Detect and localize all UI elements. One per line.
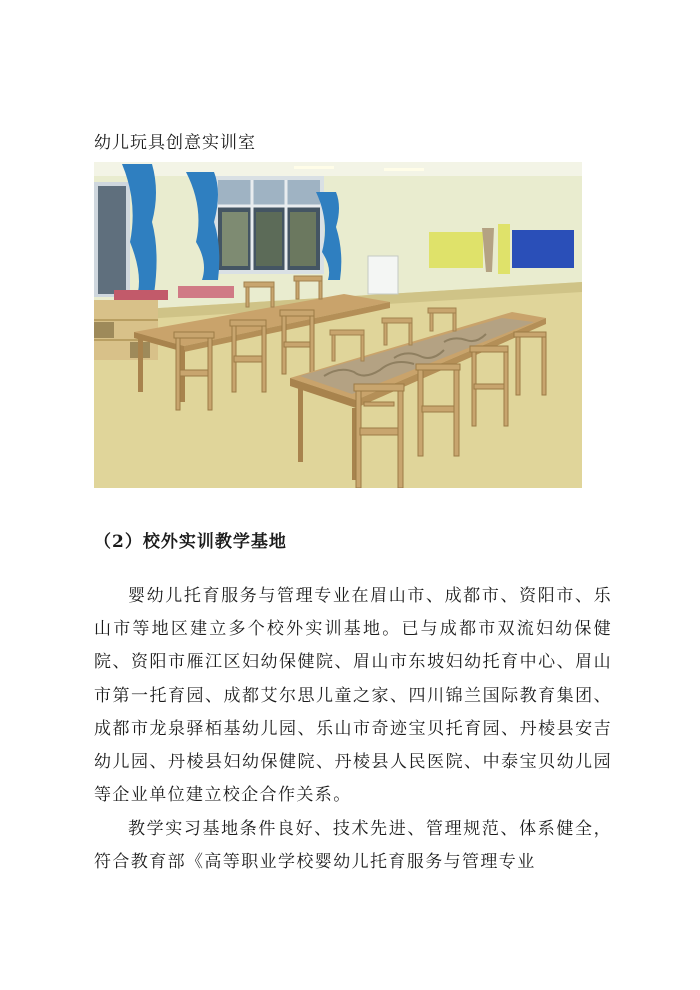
paragraph-1	[94, 580, 612, 812]
paragraph-text: 教学实习基地条件良好、技术先进、管理规范、体系健全，符合教育部《高等职业学校婴幼儿托育服务与管理专业	[94, 819, 612, 873]
classroom-photo	[94, 162, 582, 488]
photo-caption: 幼儿玩具创意实训室	[94, 133, 256, 153]
section-heading: （2）校外实训教学基地	[94, 532, 287, 552]
paragraph-text: 婴幼儿托育服务与管理专业在眉山市、成都市、资阳市、乐山市等地区建立多个校外实训基地。已与成都市双流妇幼保健院、资阳市雁江区妇幼保健院、眉山市东坡妇幼托育中心、眉山市第一托育园、成都艾尔思儿童之家、四川锦兰国际教育集团、成都市龙泉驿栢基幼儿园、乐山市奇迹宝贝托育园、丹棱县安吉幼儿园、丹棱县妇幼保健院、丹棱县人民医院、中泰宝贝幼儿园等企业单位建立校企合作关系。	[94, 586, 612, 806]
paragraph-2	[94, 813, 612, 879]
